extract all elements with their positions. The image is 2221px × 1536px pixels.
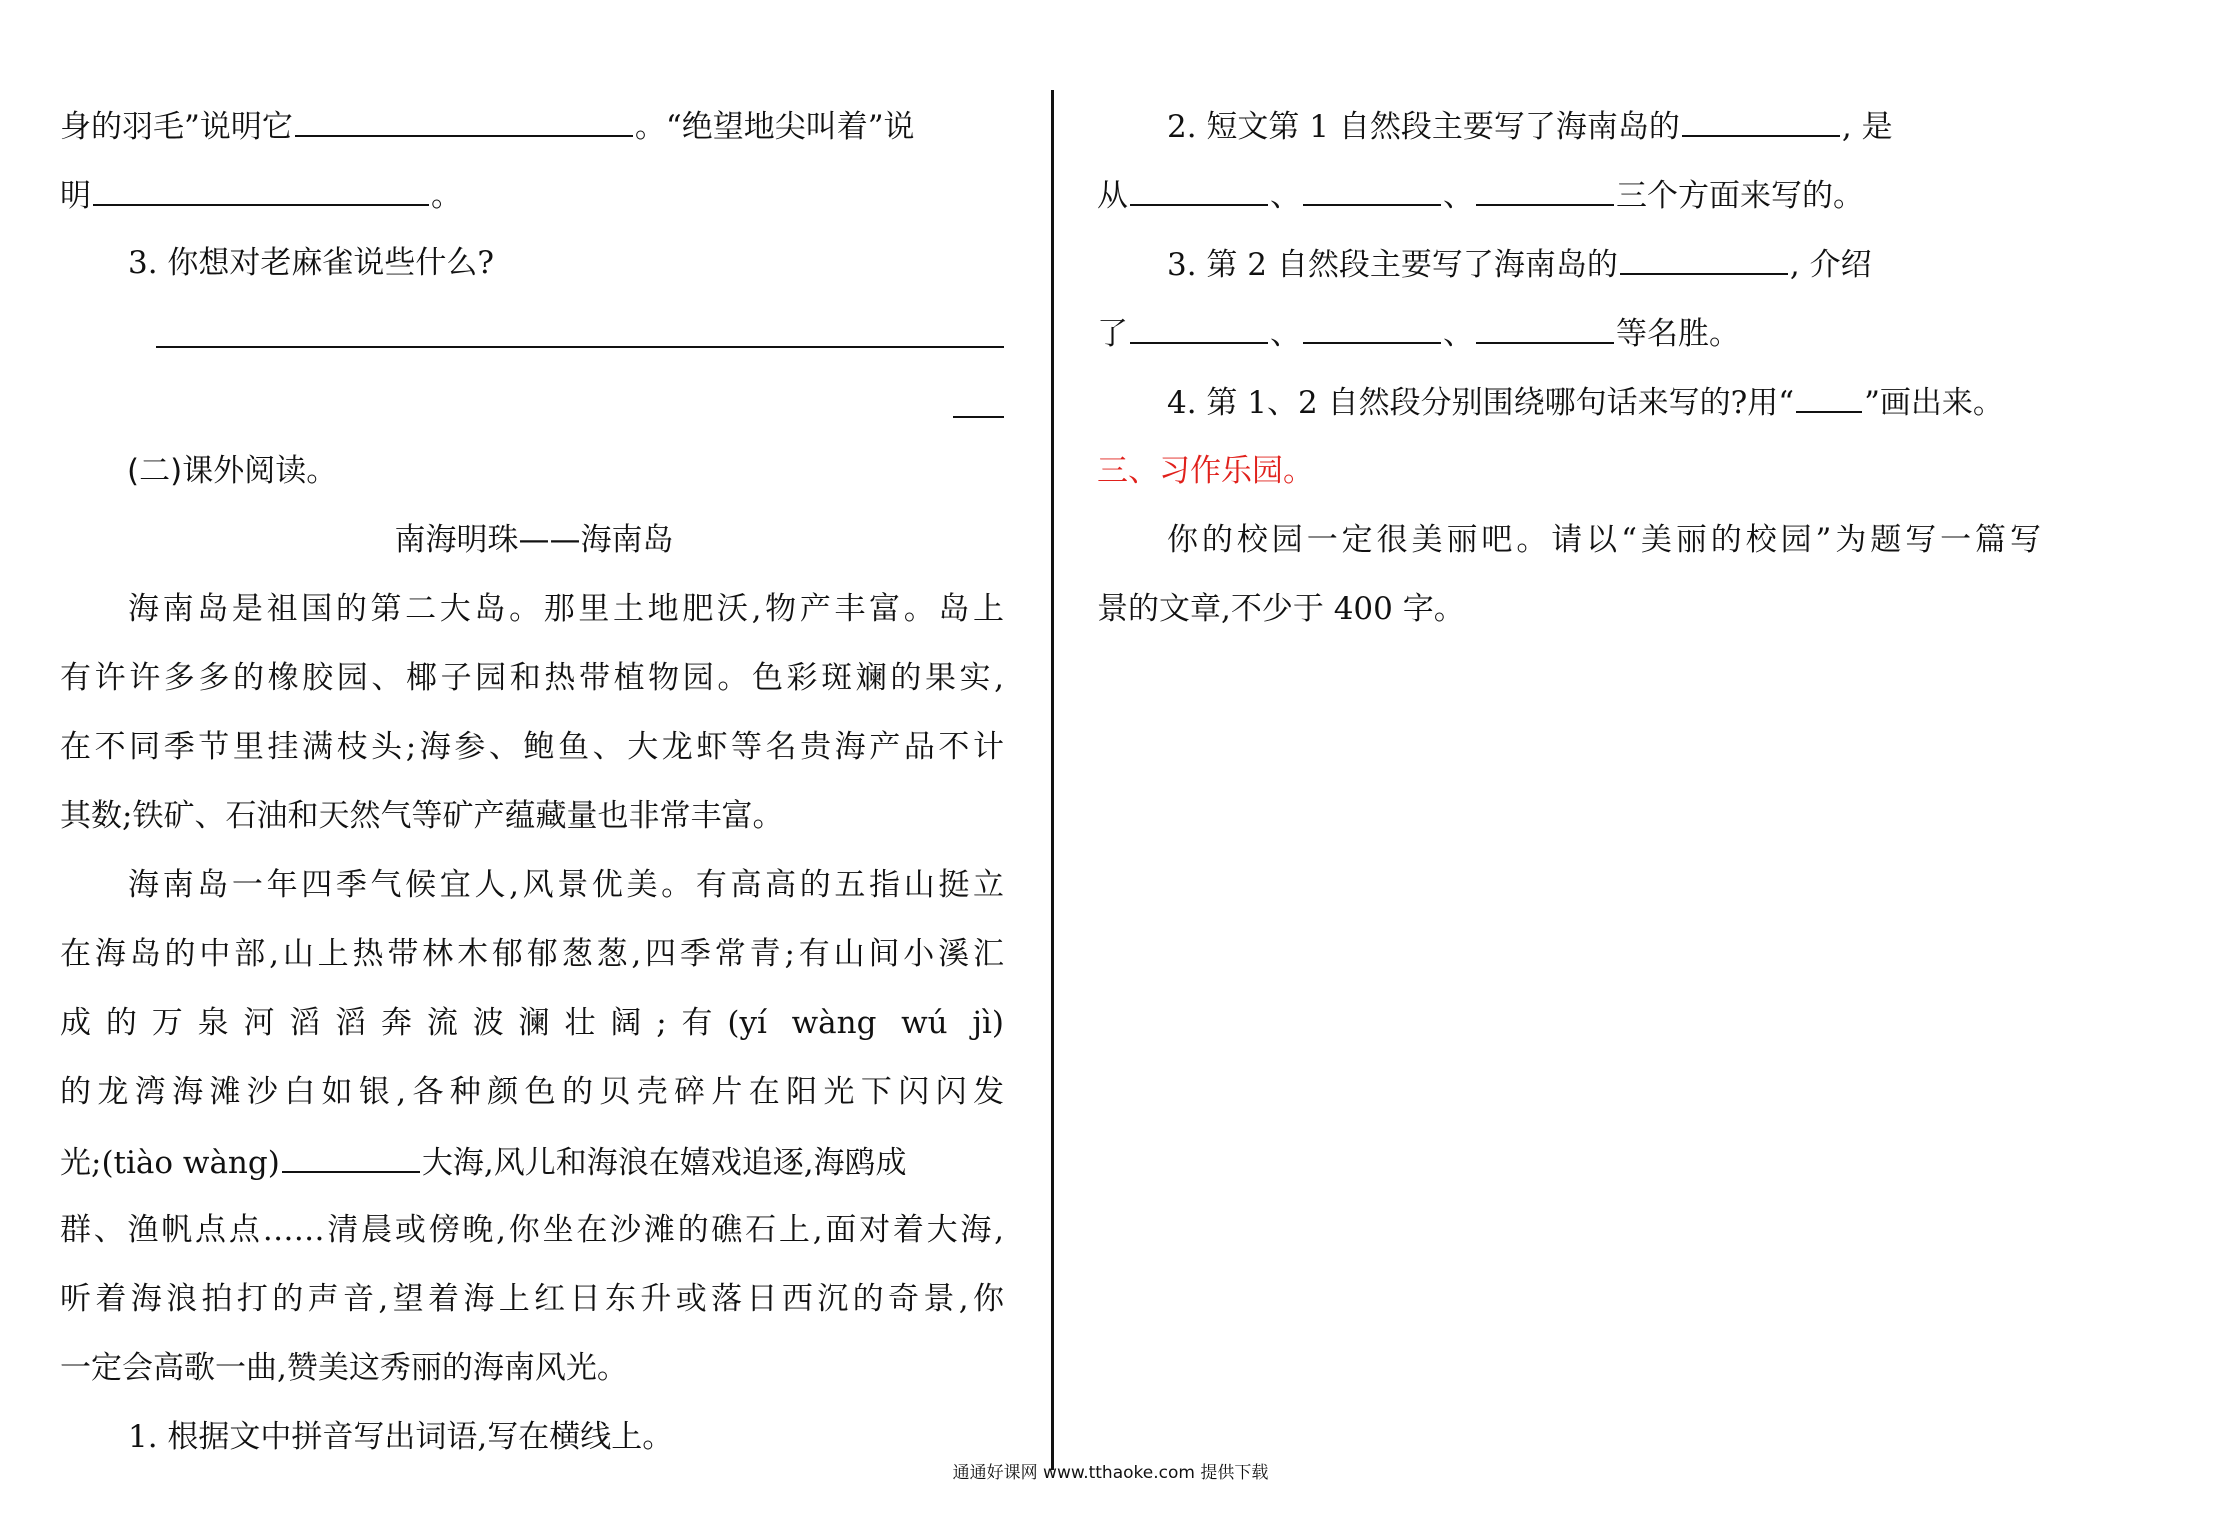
answer-blank[interactable]: [295, 105, 633, 137]
passage-title: 南海明珠——海南岛: [394, 522, 674, 558]
passage-line: 在海岛的中部,山上热带林木郁郁葱葱,四季常青;有山间小溪汇: [60, 936, 1004, 972]
question-3-line-2: 了 、 、 等名胜。: [1097, 312, 1740, 354]
passage-line: 的龙湾海滩沙白如银,各种颜色的贝壳碎片在阳光下闪闪发: [60, 1074, 1004, 1110]
passage-line: 海南岛一年四季气候宜人,风景优美。有高高的五指山挺立: [128, 867, 1004, 903]
answer-blank[interactable]: [1682, 105, 1840, 137]
answer-blank[interactable]: [1476, 312, 1614, 344]
passage-line: 海南岛是祖国的第二大岛。那里土地肥沃,物产丰富。岛上: [128, 591, 1004, 627]
column-divider: [1051, 90, 1054, 1470]
question-3-line-1: 3. 第 2 自然段主要写了海南岛的 , 介绍: [1167, 243, 1872, 285]
answer-line-1: 身的羽毛”说明它 。“绝望地尖叫着”说: [60, 105, 915, 147]
passage-line: 听着海浪拍打的声音,望着海上红日东升或落日西沉的奇景,你: [60, 1281, 1004, 1317]
answer-rule-short[interactable]: [953, 416, 1004, 418]
answer-blank[interactable]: [282, 1141, 420, 1173]
answer-blank[interactable]: [1476, 174, 1614, 206]
question-3: 3. 你想对老麻雀说些什么?: [128, 245, 495, 281]
writing-prompt-line: 景的文章,不少于 400 字。: [1097, 591, 1465, 627]
passage-line: 在不同季节里挂满枝头;海参、鲍鱼、大龙虾等名贵海产品不计: [60, 729, 1004, 765]
passage-line: 群、渔帆点点……清晨或傍晚,你坐在沙滩的礁石上,面对着大海,: [60, 1212, 1004, 1248]
answer-line-2: 明 。: [60, 174, 462, 216]
answer-blank[interactable]: [1130, 312, 1268, 344]
answer-blank[interactable]: [1620, 243, 1788, 275]
section-heading-3: 三、习作乐园。: [1097, 453, 1314, 489]
passage-line: 成的万泉河滔滔奔流波澜壮阔;有(yí wàng wú jì): [60, 1005, 1004, 1041]
answer-blank[interactable]: [1303, 312, 1441, 344]
question-2-line-1: 2. 短文第 1 自然段主要写了海南岛的 , 是: [1167, 105, 1893, 147]
answer-blank[interactable]: [1303, 174, 1441, 206]
passage-line: 光;(tiào wàng) 大海,风儿和海浪在嬉戏追逐,海鸥成: [60, 1141, 907, 1183]
underline-sample: [1796, 381, 1862, 413]
question-4: 4. 第 1、2 自然段分别围绕哪句话来写的?用“ ”画出来。: [1167, 381, 2004, 423]
passage-line: 有许许多多的橡胶园、椰子园和热带植物园。色彩斑斓的果实,: [60, 660, 1004, 696]
writing-prompt-line: 你的校园一定很美丽吧。请以“美丽的校园”为题写一篇写: [1167, 522, 2041, 558]
answer-blank[interactable]: [93, 174, 429, 206]
passage-line: 其数;铁矿、石油和天然气等矿产蕴藏量也非常丰富。: [60, 798, 784, 834]
question-2-line-2: 从 、 、 三个方面来写的。: [1097, 174, 1864, 216]
footer-credit: 通通好课网 www.tthaoke.com 提供下载: [952, 1463, 1269, 1483]
answer-rule[interactable]: [156, 346, 1004, 348]
section-heading-2: (二)课外阅读。: [127, 453, 338, 489]
question-1: 1. 根据文中拼音写出词语,写在横线上。: [128, 1419, 674, 1455]
passage-line: 一定会高歌一曲,赞美这秀丽的海南风光。: [60, 1350, 628, 1386]
answer-blank[interactable]: [1130, 174, 1268, 206]
